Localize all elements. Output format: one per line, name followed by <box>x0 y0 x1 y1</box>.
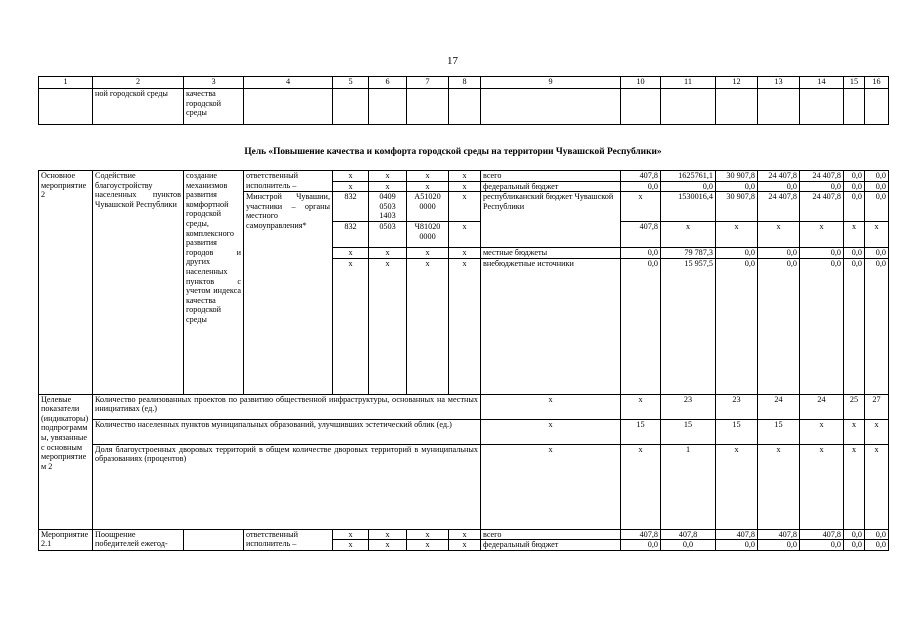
value-cell: 0,0 <box>865 171 889 182</box>
header-cell: 5 <box>333 77 369 89</box>
indicator-text: Количество реализованных проектов по развитию общественной инфраструктуры, основанных на местных инициативах (ед.) <box>93 394 481 419</box>
value-cell: 0,0 <box>621 258 661 394</box>
code-cell: x <box>449 181 481 192</box>
indicator-value: 25 <box>844 394 865 419</box>
value-cell: 0,0 <box>865 258 889 394</box>
code-cell: x <box>369 529 407 540</box>
header-cell: 12 <box>716 77 758 89</box>
indicators-label: Целевые показатели (индикаторы) подпрограммы, увязанные с основным мероприятием 2 <box>39 394 93 529</box>
continuation-row <box>39 89 889 125</box>
value-cell: 30 907,8 <box>716 171 758 182</box>
value-cell: 24 407,8 <box>758 192 800 222</box>
value-cell: 0,0 <box>800 258 844 394</box>
value-cell: x <box>661 221 716 247</box>
value-cell: 407,8 <box>758 529 800 540</box>
event-2-1-name: Мероприятие 2.1 <box>39 529 93 550</box>
code-cell: Ч81020 0000 <box>407 221 449 247</box>
code-cell: x <box>449 540 481 551</box>
header-cell: 2 <box>93 77 184 89</box>
code-cell: x <box>449 247 481 258</box>
value-cell: 0,0 <box>844 171 865 182</box>
indicator-row <box>39 419 889 444</box>
continuation-col2: ной городской среды <box>93 89 184 125</box>
indicator-value: 23 <box>716 394 758 419</box>
header-cell: 1 <box>39 77 93 89</box>
value-cell: 0,0 <box>661 540 716 551</box>
value-cell: 0,0 <box>865 529 889 540</box>
value-cell: 0,0 <box>865 247 889 258</box>
value-cell: 0,0 <box>844 181 865 192</box>
value-cell: 0,0 <box>844 529 865 540</box>
source-cell: местные бюджеты <box>481 247 621 258</box>
code-cell: x <box>333 258 369 394</box>
value-cell: 0,0 <box>800 540 844 551</box>
value-cell: 24 407,8 <box>800 171 844 182</box>
code-cell: x <box>333 529 369 540</box>
main-table <box>38 170 889 551</box>
source-cell: республиканский бюджет Чувашской Республики <box>481 192 621 248</box>
page-number: 17 <box>447 55 458 67</box>
value-cell: 0,0 <box>865 181 889 192</box>
indicator-value: 23 <box>661 394 716 419</box>
value-cell: 407,8 <box>621 529 661 540</box>
source-cell: внебюджетные источники <box>481 258 621 394</box>
header-cell: 8 <box>449 77 481 89</box>
value-cell: 0,0 <box>844 192 865 222</box>
code-cell: x <box>369 258 407 394</box>
value-cell: x <box>865 221 889 247</box>
code-cell: x <box>449 171 481 182</box>
source-cell: федеральный бюджет <box>481 181 621 192</box>
value-cell: 79 787,3 <box>661 247 716 258</box>
code-cell: 832 <box>333 192 369 222</box>
header-cell: 10 <box>621 77 661 89</box>
value-cell: 24 407,8 <box>800 192 844 222</box>
value-cell: 0,0 <box>661 181 716 192</box>
indicator-value: 1 <box>661 444 716 529</box>
indicator-value: x <box>800 444 844 529</box>
code-cell: x <box>369 540 407 551</box>
value-cell: x <box>758 221 800 247</box>
value-cell: x <box>800 221 844 247</box>
header-cell: 13 <box>758 77 800 89</box>
value-cell: 0,0 <box>844 258 865 394</box>
source-cell: всего <box>481 171 621 182</box>
indicator-value: x <box>481 444 621 529</box>
code-cell: x <box>369 247 407 258</box>
value-cell: 0,0 <box>865 540 889 551</box>
value-cell: 407,8 <box>800 529 844 540</box>
header-cell: 16 <box>865 77 889 89</box>
header-cell: 11 <box>661 77 716 89</box>
header-cell: 4 <box>244 77 333 89</box>
indicator-value: 15 <box>716 419 758 444</box>
main-event-participants: Минстрой Чувашии, участники – органы местного самоуправления* <box>244 192 333 394</box>
code-cell: x <box>407 258 449 394</box>
indicator-row <box>39 444 889 529</box>
value-cell: 0,0 <box>865 192 889 222</box>
source-cell: федеральный бюджет <box>481 540 621 551</box>
indicator-row <box>39 394 889 419</box>
header-cell: 9 <box>481 77 621 89</box>
code-cell: 0409 0503 1403 <box>369 192 407 222</box>
code-cell: x <box>333 540 369 551</box>
value-cell: 0,0 <box>716 258 758 394</box>
indicator-value: 15 <box>661 419 716 444</box>
main-event-title: Содействие благоустройству населенных пунктов Чувашской Республики <box>93 171 184 395</box>
indicator-text: Доля благоустроенных дворовых территорий в общем количестве дворовых территорий в муниципальных образованиях (процентов) <box>93 444 481 529</box>
table-row <box>39 171 889 182</box>
indicator-value: 24 <box>758 394 800 419</box>
indicator-value: 15 <box>621 419 661 444</box>
indicator-value: x <box>481 419 621 444</box>
indicator-text: Количество населенных пунктов муниципальных образований, улучшивших эстетический облик (ед.) <box>93 419 481 444</box>
value-cell: 407,8 <box>661 529 716 540</box>
indicator-value: 27 <box>865 394 889 419</box>
continuation-col3: качества городской среды <box>184 89 244 125</box>
indicator-value: 24 <box>800 394 844 419</box>
indicator-value: x <box>758 444 800 529</box>
value-cell: 0,0 <box>800 247 844 258</box>
main-event-name: Основное мероприятие 2 <box>39 171 93 395</box>
value-cell: 0,0 <box>621 181 661 192</box>
value-cell: 0,0 <box>758 247 800 258</box>
value-cell: 0,0 <box>800 181 844 192</box>
indicator-value: x <box>621 394 661 419</box>
top-table <box>38 76 889 125</box>
header-cell: 15 <box>844 77 865 89</box>
code-cell: x <box>333 247 369 258</box>
code-cell: x <box>333 181 369 192</box>
value-cell: 15 957,5 <box>661 258 716 394</box>
code-cell: x <box>449 529 481 540</box>
indicator-value: x <box>844 444 865 529</box>
code-cell: 0503 <box>369 221 407 247</box>
code-cell: x <box>369 181 407 192</box>
value-cell: 30 907,8 <box>716 192 758 222</box>
value-cell: x <box>716 221 758 247</box>
value-cell: x <box>621 192 661 222</box>
value-cell: 0,0 <box>844 247 865 258</box>
source-cell: всего <box>481 529 621 540</box>
value-cell: 24 407,8 <box>758 171 800 182</box>
header-cell: 7 <box>407 77 449 89</box>
value-cell: 0,0 <box>716 247 758 258</box>
value-cell: 0,0 <box>758 258 800 394</box>
indicator-value: x <box>481 394 621 419</box>
value-cell: 407,8 <box>716 529 758 540</box>
indicator-value: 15 <box>758 419 800 444</box>
indicator-value: x <box>716 444 758 529</box>
header-row <box>39 77 889 89</box>
header-cell: 6 <box>369 77 407 89</box>
value-cell: 407,8 <box>621 171 661 182</box>
value-cell: 0,0 <box>716 181 758 192</box>
header-cell: 14 <box>800 77 844 89</box>
value-cell: 0,0 <box>758 181 800 192</box>
main-event-goal: создание механизмов развития комфортной городской среды, комплексного развития городов и других населенных пунктов с учетом индекса качества городской среды <box>184 171 244 395</box>
value-cell: 0,0 <box>621 247 661 258</box>
value-cell: 1625761,1 <box>661 171 716 182</box>
header-cell: 3 <box>184 77 244 89</box>
code-cell: x <box>369 171 407 182</box>
code-cell: x <box>449 258 481 394</box>
code-cell: 832 <box>333 221 369 247</box>
indicator-value: x <box>621 444 661 529</box>
event-2-1-executor: ответственный исполнитель – <box>244 529 333 550</box>
code-cell: x <box>449 221 481 247</box>
value-cell: 0,0 <box>758 540 800 551</box>
value-cell: x <box>844 221 865 247</box>
code-cell: x <box>333 171 369 182</box>
indicator-value: x <box>865 419 889 444</box>
main-event-executor: ответственный исполнитель – <box>244 171 333 192</box>
code-cell: A51020 0000 <box>407 192 449 222</box>
value-cell: 0,0 <box>621 540 661 551</box>
code-cell: x <box>407 247 449 258</box>
code-cell: x <box>407 540 449 551</box>
code-cell: x <box>449 192 481 222</box>
goal-title: Цель «Повышение качества и комфорта городской среды на территории Чувашской Республики» <box>244 147 662 157</box>
indicator-value: x <box>844 419 865 444</box>
indicator-value: x <box>865 444 889 529</box>
value-cell: 0,0 <box>844 540 865 551</box>
value-cell: 0,0 <box>716 540 758 551</box>
value-cell: 1530016,4 <box>661 192 716 222</box>
code-cell: x <box>407 529 449 540</box>
code-cell: x <box>407 181 449 192</box>
event-2-1-title: Поощрение победителей ежегод- <box>93 529 184 550</box>
code-cell: x <box>407 171 449 182</box>
value-cell: 407,8 <box>621 221 661 247</box>
indicator-value: x <box>800 419 844 444</box>
table-row <box>39 529 889 540</box>
